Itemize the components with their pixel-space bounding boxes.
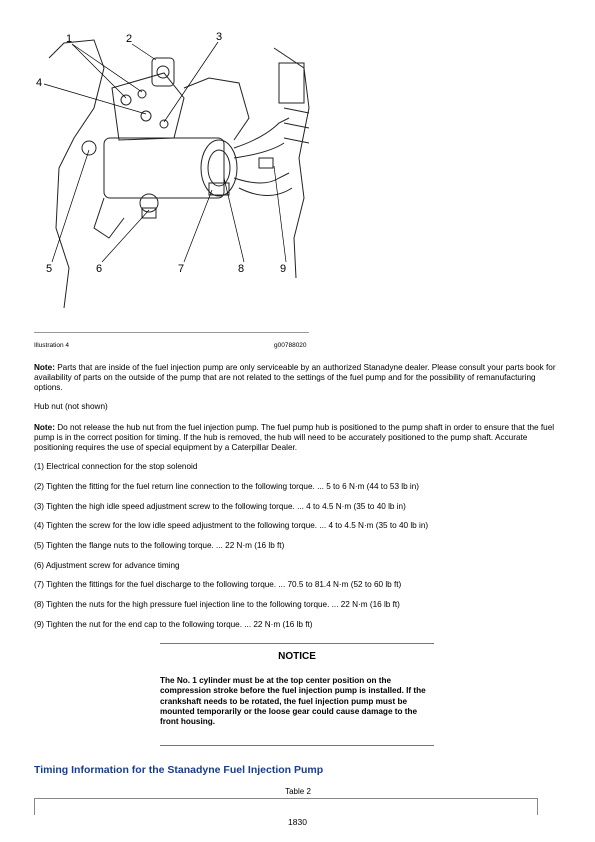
notice-bottom-rule bbox=[160, 745, 434, 746]
callout-6: 6 bbox=[96, 263, 103, 275]
list-item-2: (2) Tighten the fitting for the fuel return line connection to the following torque. ... 5 to 6 N·m (44 to 53 lb in) bbox=[34, 482, 420, 491]
illustration-rule bbox=[34, 332, 309, 333]
notice-title: NOTICE bbox=[278, 651, 316, 662]
fuel-pump-illustration bbox=[34, 28, 314, 326]
list-item-7: (7) Tighten the fittings for the fuel discharge to the following torque. ... 70.5 to 81.4 N·m (52 to 60 lb ft) bbox=[34, 580, 402, 589]
callout-5: 5 bbox=[46, 263, 53, 275]
note-hub bbox=[34, 423, 562, 453]
callout-9: 9 bbox=[280, 263, 287, 275]
illustration-caption: Illustration 4 bbox=[34, 342, 70, 349]
notice-top-rule bbox=[160, 643, 434, 644]
callout-8: 8 bbox=[238, 263, 245, 275]
callout-3: 3 bbox=[216, 31, 223, 43]
note-parts bbox=[34, 363, 562, 393]
page-number: 1830 bbox=[288, 817, 307, 827]
list-item-9: (9) Tighten the nut for the end cap to the following torque. ... 22 N·m (16 lb ft) bbox=[34, 620, 313, 629]
table-frame bbox=[34, 798, 538, 815]
list-item-3: (3) Tighten the high idle speed adjustment screw to the following torque. ... 4 to 4.5 N·m (35 to 40 lb in) bbox=[34, 502, 406, 511]
list-item-5: (5) Tighten the flange nuts to the following torque. ... 22 N·m (16 lb ft) bbox=[34, 541, 285, 550]
callout-7: 7 bbox=[178, 263, 185, 275]
list-item-4: (4) Tighten the screw for the low idle speed adjustment to the following torque. ... 4 to 4.5 N·m (35 to 40 lb in) bbox=[34, 521, 429, 530]
illustration-id: g00788020 bbox=[274, 342, 307, 349]
callout-1: 1 bbox=[66, 33, 73, 45]
note-text: Do not release the hub nut from the fuel injection pump. The fuel pump hub is positioned to the pump shaft in order to ensure that the fuel pump is in the correct position for timing. If the hub is removed, the hub will need to be accurately positioned to the pump shaft. Accurate positioning requires the use of special equipment by a Caterpillar Dealer. bbox=[34, 423, 555, 452]
notice-body: The No. 1 cylinder must be at the top center position on the compression stroke before the fuel injection pump is installed. If the crankshaft needs to be rotated, the fuel injection pump must be mounted temporarily or the loose gear could cause damage to the front housing. bbox=[160, 676, 426, 727]
note-label: Note: bbox=[34, 363, 55, 372]
callout-4: 4 bbox=[36, 77, 43, 89]
list-item-1: (1) Electrical connection for the stop solenoid bbox=[34, 462, 198, 471]
note-label: Note: bbox=[34, 423, 55, 432]
callout-2: 2 bbox=[126, 33, 133, 45]
table-caption: Table 2 bbox=[285, 787, 311, 796]
list-item-6: (6) Adjustment screw for advance timing bbox=[34, 561, 180, 570]
list-item-8: (8) Tighten the nuts for the high pressure fuel injection line to the following torque. ... 22 N·m (16 lb ft) bbox=[34, 600, 400, 609]
hub-nut-label: Hub nut (not shown) bbox=[34, 402, 108, 411]
note-text: Parts that are inside of the fuel injection pump are only serviceable by an authorized Stanadyne dealer. Please consult your parts book for availability of parts on the outside of the pump that are not related to the settings of the fuel pump and for the possibility of remanufacturing options. bbox=[34, 363, 556, 392]
section-heading: Timing Information for the Stanadyne Fuel Injection Pump bbox=[34, 764, 324, 776]
